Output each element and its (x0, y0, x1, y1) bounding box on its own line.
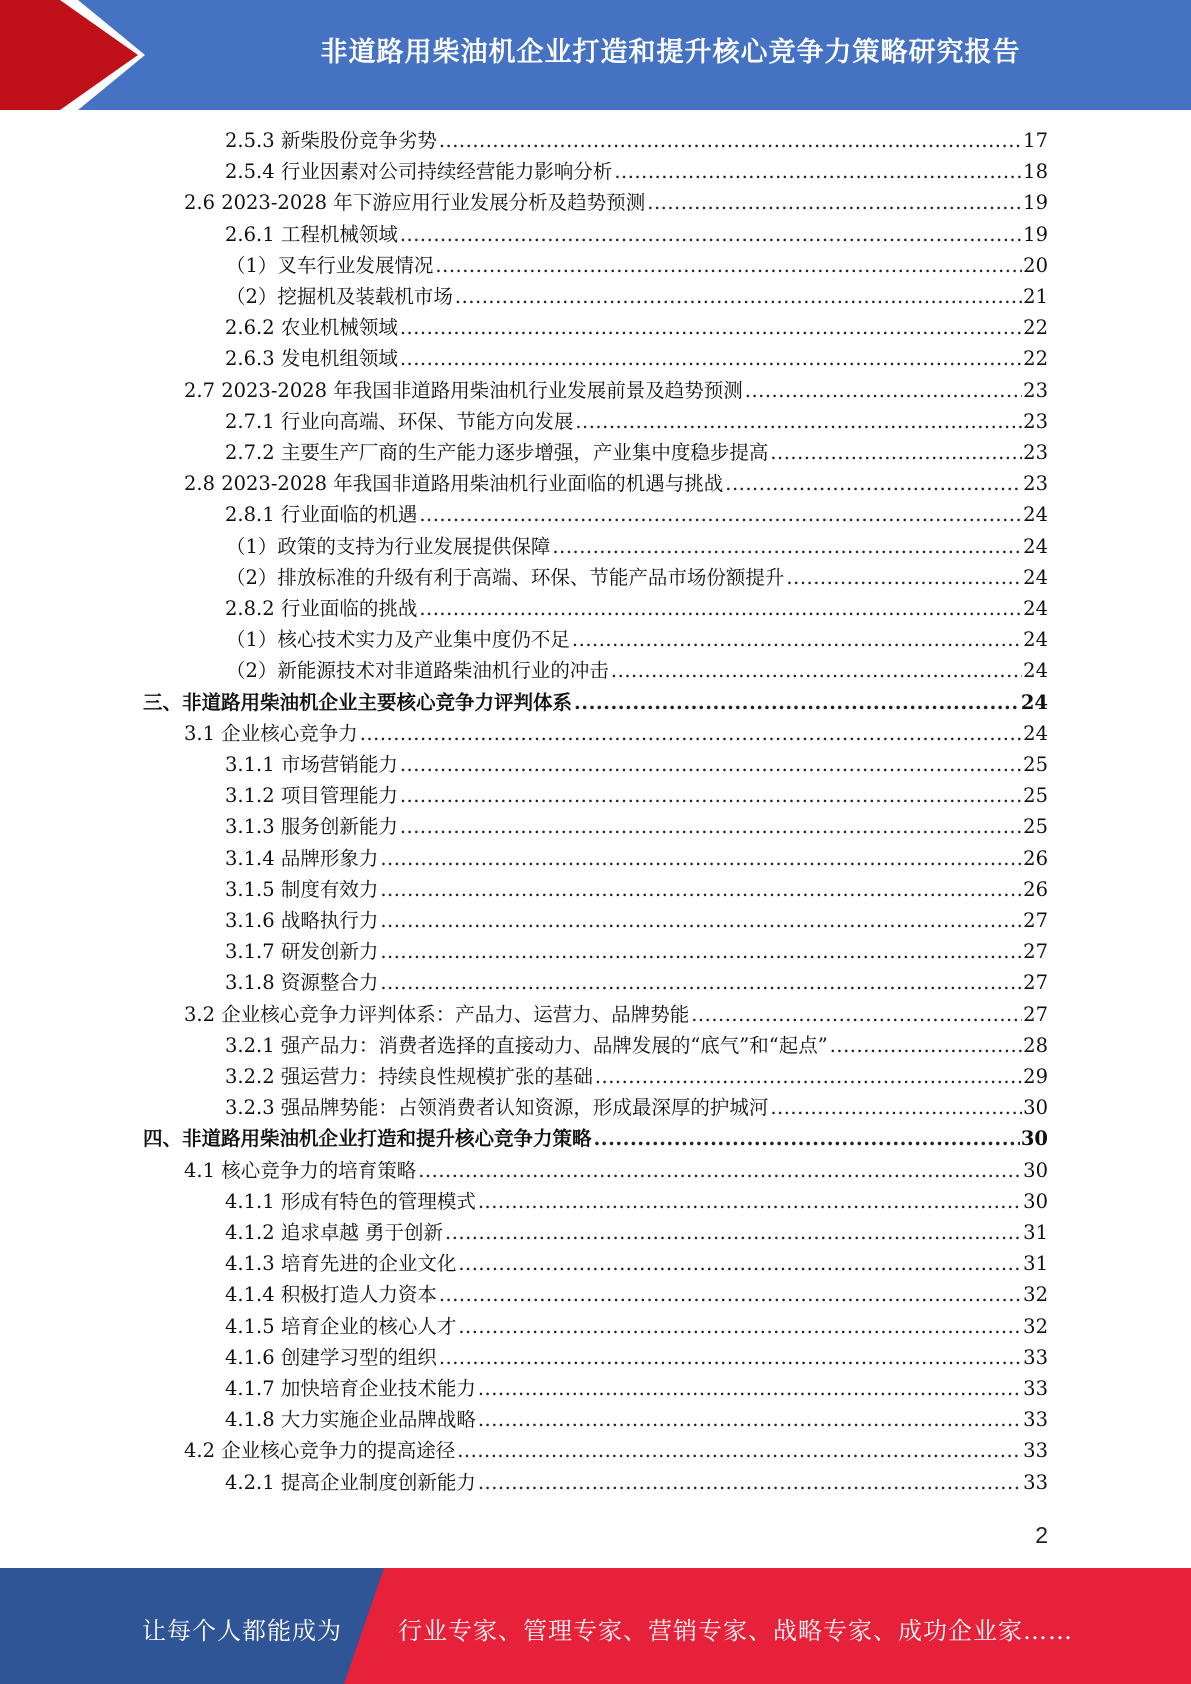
toc-leader-dots (614, 156, 1022, 187)
toc-entry-label: 3.1.6 战略执行力 (225, 909, 379, 932)
toc-entry-page: 27 (1023, 1002, 1048, 1026)
toc-entry-label: 4.1.8 大力实施企业品牌战略 (225, 1408, 476, 1432)
toc-leader-dots (400, 312, 1022, 343)
toc-entry-page: 27 (1023, 909, 1048, 932)
toc-leader-dots (594, 1123, 1020, 1154)
toc-entry-label: 4.1.7 加快培育企业技术能力 (225, 1377, 476, 1400)
toc-entry-page: 20 (1023, 253, 1048, 277)
toc-leader-dots (400, 749, 1022, 780)
toc-entry-label: 2.6.3 发电机组领域 (225, 347, 398, 371)
toc-entry[interactable] (225, 499, 1048, 530)
toc-entry[interactable] (225, 312, 1048, 343)
toc-entry[interactable] (226, 655, 1048, 686)
toc-leader-dots (786, 562, 1022, 593)
toc-leader-dots (572, 624, 1022, 655)
toc-entry[interactable] (225, 1248, 1048, 1279)
toc-entry-page: 31 (1023, 1252, 1048, 1276)
toc-entry-label: 2.8 2023-2028 年我国非道路用柴油机行业面临的机遇与挑战 (184, 472, 724, 496)
toc-entry-page: 27 (1023, 940, 1048, 964)
toc-entry-label: （2）新能源技术对非道路柴油机行业的冲击 (226, 659, 609, 683)
toc-entry[interactable] (225, 1467, 1048, 1498)
page-header (0, 0, 1191, 110)
toc-entry[interactable] (226, 281, 1048, 312)
toc-entry-label: 4.1.5 培育企业的核心人才 (225, 1314, 457, 1338)
toc-entry-page: 32 (1023, 1314, 1048, 1338)
toc-entry-page: 27 (1023, 971, 1048, 995)
toc-entry[interactable] (226, 624, 1048, 655)
toc-entry-page: 31 (1023, 1221, 1048, 1244)
toc-entry-label: 2.5.4 行业因素对公司持续经营能力影响分析 (225, 160, 613, 184)
toc-entry[interactable] (184, 187, 1048, 218)
toc-entry-label: 2.7.2 主要生产厂商的生产能力逐步增强，产业集中度稳步提高 (225, 441, 769, 464)
toc-entry[interactable] (225, 1030, 1048, 1061)
toc-entry-page: 25 (1023, 753, 1048, 776)
toc-entry-page: 25 (1023, 815, 1048, 839)
toc-entry-page: 33 (1023, 1345, 1048, 1369)
toc-entry-page: 24 (1023, 565, 1048, 589)
toc-entry-label: 4.1.6 创建学习型的组织 (225, 1345, 437, 1369)
toc-leader-dots (380, 967, 1022, 998)
toc-entry[interactable] (225, 593, 1048, 624)
toc-entry[interactable] (225, 811, 1048, 842)
toc-entry-page: 21 (1023, 285, 1048, 308)
toc-entry-page: 26 (1023, 877, 1048, 901)
toc-entry-label: （1）核心技术实力及产业集中度仍不足 (226, 628, 570, 652)
toc-entry-page: 24 (1023, 503, 1048, 527)
toc-entry[interactable] (225, 437, 1048, 468)
toc-entry[interactable] (184, 999, 1048, 1030)
toc-entry-label: 2.6 2023-2028 年下游应用行业发展分析及趋势预测 (184, 191, 646, 215)
toc-leader-dots (647, 187, 1022, 218)
toc-entry-label: 3.1.7 研发创新力 (225, 940, 379, 964)
toc-entry[interactable] (225, 1186, 1048, 1217)
toc-entry[interactable] (225, 156, 1048, 187)
toc-entry-label: 4.1.4 积极打造人力资本 (225, 1283, 437, 1307)
page-number: 2 (1035, 1522, 1048, 1548)
toc-leader-dots (770, 1092, 1022, 1123)
toc-entry-label: 3.2.1 强产品力：消费者选择的直接动力、品牌发展的“底气”和“起点” (225, 1033, 828, 1057)
toc-leader-dots (380, 843, 1022, 874)
toc-entry-label: （2）挖掘机及装载机市场 (226, 285, 453, 308)
toc-entry-page: 24 (1020, 690, 1048, 714)
toc-leader-dots (435, 250, 1022, 281)
toc-entry-label: 3.1.2 项目管理能力 (225, 784, 398, 808)
toc-leader-dots (552, 531, 1022, 562)
toc-entry[interactable] (225, 749, 1048, 780)
toc-entry-page: 18 (1023, 160, 1048, 184)
toc-leader-dots (439, 1279, 1022, 1310)
toc-entry[interactable] (225, 125, 1048, 156)
toc-entry-page: 24 (1023, 628, 1048, 652)
toc-leader-dots (574, 687, 1020, 718)
toc-entry-label: 3.1.1 市场营销能力 (225, 753, 398, 776)
toc-entry-page: 24 (1023, 534, 1048, 558)
toc-entry-page: 23 (1023, 409, 1048, 433)
toc-entry-label: 2.6.2 农业机械领域 (225, 316, 398, 340)
toc-leader-dots (400, 780, 1022, 811)
toc-entry-page: 24 (1023, 721, 1048, 745)
toc-leader-dots (380, 936, 1022, 967)
toc-entry-page: 23 (1023, 472, 1048, 496)
toc-entry-page: 24 (1023, 597, 1048, 620)
toc-leader-dots (419, 593, 1022, 624)
toc-entry[interactable] (225, 967, 1048, 998)
toc-entry[interactable] (225, 219, 1048, 250)
toc-entry-page: 33 (1023, 1439, 1048, 1463)
toc-entry-page: 19 (1023, 222, 1048, 246)
toc-entry-page: 24 (1023, 659, 1048, 683)
toc-leader-dots (419, 499, 1022, 530)
toc-leader-dots (380, 905, 1022, 936)
toc-entry-page: 30 (1023, 1096, 1048, 1120)
toc-entry-label: 4.2.1 提高企业制度创新能力 (225, 1470, 476, 1494)
toc-entry[interactable] (225, 343, 1048, 374)
toc-entry-label: 2.5.3 新柴股份竞争劣势 (225, 129, 437, 152)
toc-leader-dots (458, 1248, 1022, 1279)
toc-entry-page: 33 (1023, 1470, 1048, 1494)
toc-entry[interactable] (225, 1342, 1048, 1373)
toc-leader-dots (457, 1435, 1022, 1466)
toc-entry[interactable] (225, 936, 1048, 967)
toc-entry[interactable] (184, 375, 1048, 406)
toc-entry-page: 22 (1023, 347, 1048, 371)
toc-leader-dots (595, 1061, 1022, 1092)
toc-entry-page: 28 (1023, 1033, 1048, 1057)
toc-entry[interactable] (184, 1155, 1048, 1186)
toc-entry-page: 19 (1023, 191, 1048, 215)
toc-entry[interactable] (225, 1279, 1048, 1310)
toc-entry-label: 2.8.2 行业面临的挑战 (225, 597, 418, 620)
toc-entry[interactable] (225, 406, 1048, 437)
toc-entry[interactable] (225, 1311, 1048, 1342)
footer-slogan-left: 让每个人都能成为 (142, 1617, 342, 1645)
toc-entry-label: 4.2 企业核心竞争力的提高途径 (184, 1439, 456, 1463)
toc-leader-dots (611, 655, 1022, 686)
toc-entry-label: 4.1.2 追求卓越 勇于创新 (225, 1221, 444, 1244)
toc-entry-label: 2.8.1 行业面临的机遇 (225, 503, 418, 527)
toc-entry[interactable] (225, 1061, 1048, 1092)
toc-entry-page: 23 (1023, 378, 1048, 402)
toc-entry-page: 33 (1023, 1377, 1048, 1400)
toc-leader-dots (380, 874, 1022, 905)
toc-entry-page: 29 (1023, 1065, 1048, 1088)
toc-leader-dots (830, 1030, 1022, 1061)
toc-entry-page: 26 (1023, 846, 1048, 870)
toc-entry-label: 2.7.1 行业向高端、环保、节能方向发展 (225, 409, 574, 433)
toc-leader-dots (400, 811, 1022, 842)
red-chevron-icon (0, 0, 160, 110)
toc-entry[interactable] (225, 1217, 1048, 1248)
toc-entry-label: 3.1.4 品牌形象力 (225, 846, 379, 870)
toc-leader-dots (691, 999, 1022, 1030)
toc-leader-dots (770, 437, 1022, 468)
toc-entry[interactable] (225, 874, 1048, 905)
toc-entry[interactable] (225, 905, 1048, 936)
toc-entry[interactable] (225, 1092, 1048, 1123)
toc-entry-page: 33 (1023, 1408, 1048, 1432)
toc-entry-label: 3.2 企业核心竞争力评判体系：产品力、运营力、品牌势能 (184, 1002, 690, 1026)
toc-entry-label: 4.1.3 培育先进的企业文化 (225, 1252, 457, 1276)
toc-entry-label: （1）政策的支持为行业发展提供保障 (226, 534, 551, 558)
toc-entry[interactable] (226, 562, 1048, 593)
toc-entry[interactable] (225, 1373, 1048, 1404)
toc-leader-dots (439, 1342, 1022, 1373)
toc-entry-page: 30 (1023, 1158, 1048, 1182)
toc-entry[interactable] (184, 718, 1048, 749)
toc-leader-dots (478, 1186, 1022, 1217)
toc-leader-dots (478, 1373, 1022, 1404)
toc-entry[interactable] (143, 1123, 1048, 1154)
footer-slogan-right: 行业专家、管理专家、营销专家、战略专家、成功企业家…… (398, 1617, 1073, 1645)
toc-leader-dots (455, 281, 1022, 312)
toc-leader-dots (445, 1217, 1022, 1248)
toc-entry[interactable] (143, 687, 1048, 718)
toc-entry-label: 2.7 2023-2028 年我国非道路用柴油机行业发展前景及趋势预测 (184, 378, 743, 402)
toc-entry[interactable] (225, 1404, 1048, 1435)
toc-entry-label: 四、非道路用柴油机企业打造和提升核心竞争力策略 (143, 1127, 592, 1151)
toc-entry-label: 3.2.3 强品牌势能：占领消费者认知资源，形成最深厚的护城河 (225, 1096, 769, 1120)
toc-entry-label: 4.1.1 形成有特色的管理模式 (225, 1189, 476, 1213)
toc-entry-page: 23 (1023, 441, 1048, 464)
toc-entry-label: 3.1.3 服务创新能力 (225, 815, 398, 839)
toc-entry[interactable] (225, 780, 1048, 811)
toc-entry-label: 2.6.1 工程机械领域 (225, 222, 398, 246)
toc-entry-label: 3.2.2 强运营力：持续良性规模扩张的基础 (225, 1065, 593, 1088)
toc-entry[interactable] (184, 1435, 1048, 1466)
toc-entry-page: 22 (1023, 316, 1048, 340)
toc-leader-dots (400, 219, 1022, 250)
toc-leader-dots (360, 718, 1022, 749)
toc-entry-page: 25 (1023, 784, 1048, 808)
toc-entry[interactable] (226, 531, 1048, 562)
toc-leader-dots (725, 468, 1022, 499)
toc-entry[interactable] (226, 250, 1048, 281)
toc-entry-label: 3.1 企业核心竞争力 (184, 721, 358, 745)
toc-entry-label: （2）排放标准的升级有利于高端、环保、节能产品市场份额提升 (226, 565, 785, 589)
toc-leader-dots (400, 343, 1022, 374)
toc-entry-label: 3.1.5 制度有效力 (225, 877, 379, 901)
toc-entry-label: （1）叉车行业发展情况 (226, 253, 434, 277)
toc-entry[interactable] (225, 843, 1048, 874)
toc-entry-page: 30 (1023, 1189, 1048, 1213)
toc-leader-dots (745, 375, 1022, 406)
toc-entry-page: 30 (1020, 1127, 1048, 1151)
toc-leader-dots (478, 1404, 1022, 1435)
toc-entry-label: 4.1 核心竞争力的培育策略 (184, 1158, 417, 1182)
toc-entry-page: 32 (1023, 1283, 1048, 1307)
toc-leader-dots (575, 406, 1022, 437)
toc-entry-label: 三、非道路用柴油机企业主要核心竞争力评判体系 (143, 690, 573, 714)
toc-leader-dots (418, 1155, 1022, 1186)
toc-leader-dots (478, 1467, 1022, 1498)
toc-leader-dots (439, 125, 1022, 156)
toc-entry[interactable] (184, 468, 1048, 499)
report-title: 非道路用柴油机企业打造和提升核心竞争力策略研究报告 (320, 37, 1021, 68)
toc-entry-page: 17 (1023, 129, 1048, 152)
toc-leader-dots (458, 1311, 1022, 1342)
page-footer (0, 1568, 1191, 1684)
toc-entry-label: 3.1.8 资源整合力 (225, 971, 379, 995)
